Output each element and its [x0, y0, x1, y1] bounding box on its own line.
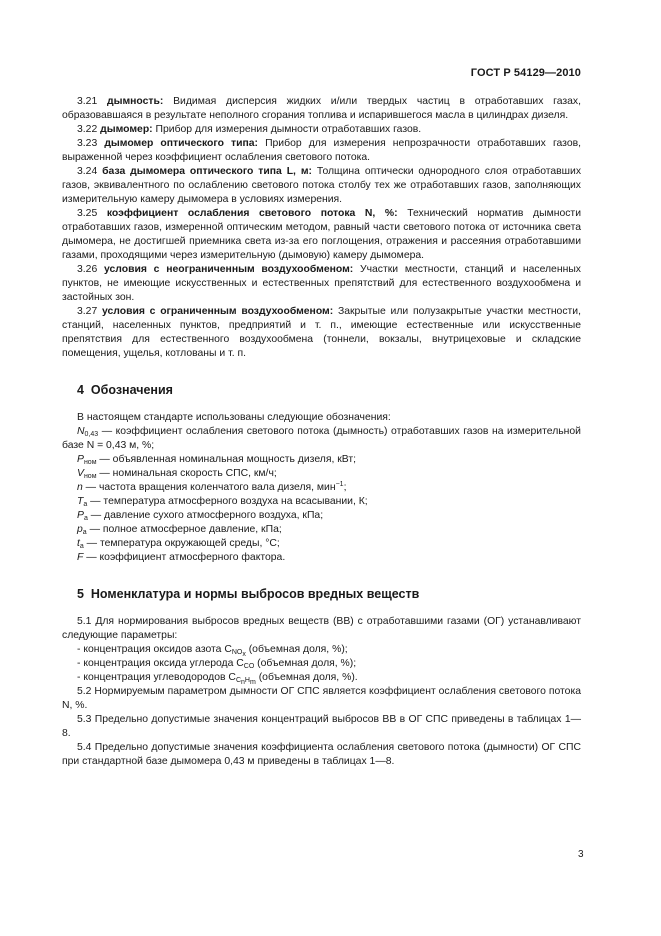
- definition-3-25: 3.25 коэффициент ослабления светового потока N, %: Технический норматив дымности отработавших газов, измеренной оптическим методом, равный части светового потока от источника света дымомера, не достигшей приемника света из-за его поглощения, отражения и рассеяния отработавшими газами, проходящими через измерительную (дымовую) камеру дымомера.: [62, 208, 581, 261]
- term: коэффициент ослабления светового потока N, %:: [106, 208, 398, 219]
- symbol: P: [77, 454, 84, 465]
- parameter-co: - концентрация оксида углерода $С_{CO}$ (объемная доля, %);: [77, 658, 357, 670]
- term: дымность:: [107, 96, 164, 107]
- symbol: t: [77, 538, 80, 549]
- paragraph-5-2: 5.2 Нормируемым параметром дымности ОГ СПС является коэффициент ослабления светового потока N, %.: [62, 686, 581, 711]
- term: условия с неограниченным воздухообменом:: [103, 264, 354, 275]
- term: условия с ограниченным воздухообменом:: [101, 306, 334, 317]
- symbol-item: $V_{ном}$ — номинальная скорость СПС, км/ч;: [77, 468, 277, 480]
- symbol: T: [77, 496, 84, 507]
- paragraph-5-1: 5.1 Для нормирования выбросов вредных веществ (ВВ) с отработавшими газами (ОГ) устанавливают следующие параметры:: [62, 616, 581, 641]
- term: дымомер оптического типа:: [104, 138, 258, 149]
- section-5-body: [62, 615, 581, 769]
- section-4-heading: 4 Обозначения: [77, 383, 173, 397]
- symbol: N: [77, 426, 85, 437]
- symbol: n: [77, 482, 83, 493]
- page-number: 3: [578, 849, 584, 860]
- symbol: V: [77, 468, 84, 479]
- section-5-heading: 5 Номенклатура и нормы выбросов вредных веществ: [77, 587, 420, 601]
- symbols-intro: В настоящем стандарте использованы следующие обозначения:: [77, 412, 391, 423]
- definition-3-26: 3.26 условия с неограниченным воздухообменом: Участки местности, станций и населенных пунктов, не имеющие искусственных и естественных препятствий для естественного воздухообмена и застойных зон.: [62, 264, 581, 303]
- symbol-item: $P_a$ — давление сухого атмосферного воздуха, кПа;: [77, 510, 324, 522]
- parameter-cnhm: - концентрация углеводородов $С_{C_nH_m}$ (объемная доля, %).: [77, 672, 358, 686]
- definition-3-27: 3.27 условия с ограниченным воздухообменом: Закрытые или полузакрытые участки местности, станций, населенных пунктов, предприятий и т. п., имеющие естественные или искусственные препятствия для естественного воздухообмена (тоннели, вокзалы, внутрицеховые и складские помещения, ущелья, котлованы и т. п.: [62, 306, 581, 359]
- symbol-item: $N_{0,43}$ — коэффициент ослабления светового потока (дымность) отработавших газов на измерительной базе N = 0,43 м, %;: [62, 426, 581, 451]
- parameter-nox: - концентрация оксидов азота $С_{NO_x}$ (объемная доля, %);: [77, 644, 348, 658]
- symbol-item: $t_a$ — температура окружающей среды, °С;: [77, 538, 280, 550]
- symbol-item: $T_a$ — температура атмосферного воздуха на всасывании, К;: [77, 496, 368, 508]
- symbol: F: [77, 552, 84, 563]
- term: база дымомера оптического типа L, м:: [102, 166, 312, 177]
- definition-3-22: 3.22 дымомер: Прибор для измерения дымности отработавших газов.: [77, 124, 422, 135]
- symbols-list: [62, 411, 581, 565]
- term: дымомер:: [100, 124, 153, 135]
- document-body: [62, 95, 581, 769]
- symbol-item: $p_a$ — полное атмосферное давление, кПа;: [77, 524, 282, 536]
- symbol: P: [77, 510, 84, 521]
- symbol: p: [77, 524, 83, 535]
- document-code-header: ГОСТ Р 54129—2010: [470, 67, 581, 79]
- definition-3-23: 3.23 дымомер оптического типа: Прибор для измерения непрозрачности отработавших газов, выраженной через коэффициент ослабления светового потока.: [62, 138, 582, 163]
- definition-3-21: 3.21 дымность: Видимая дисперсия жидких и/или твердых частиц в отработавших газах, образовавшаяся в результате неполного сгорания топлива и испарившегося масла в цилиндрах дизеля.: [62, 96, 582, 121]
- symbol-item: n — частота вращения коленчатого вала дизеля, мин$^{-1}$;: [77, 481, 347, 493]
- symbol-item: $P_{ном}$ — объявленная номинальная мощность дизеля, кВт;: [77, 454, 356, 466]
- definition-3-24: 3.24 база дымомера оптического типа L, м: Толщина оптически однородного слоя отработавших газов, эквивалентного по ослаблению светового потока столбу тех же отработавших газов, заполняющих измерительную камеру дымомера в условиях измерения.: [62, 166, 582, 205]
- paragraph-5-3: 5.3 Предельно допустимые значения концентраций выбросов ВВ в ОГ СПС приведены в таблицах 1—8.: [62, 714, 581, 739]
- definitions-list: [62, 95, 581, 361]
- symbol-item: F — коэффициент атмосферного фактора.: [77, 552, 286, 563]
- symbols-items: [62, 425, 581, 565]
- paragraph-5-4: 5.4 Предельно допустимые значения коэффициента ослабления светового потока (дымности) ОГ СПС при стандартной базе дымомера 0,43 м приведены в таблицах 1—8.: [62, 742, 581, 767]
